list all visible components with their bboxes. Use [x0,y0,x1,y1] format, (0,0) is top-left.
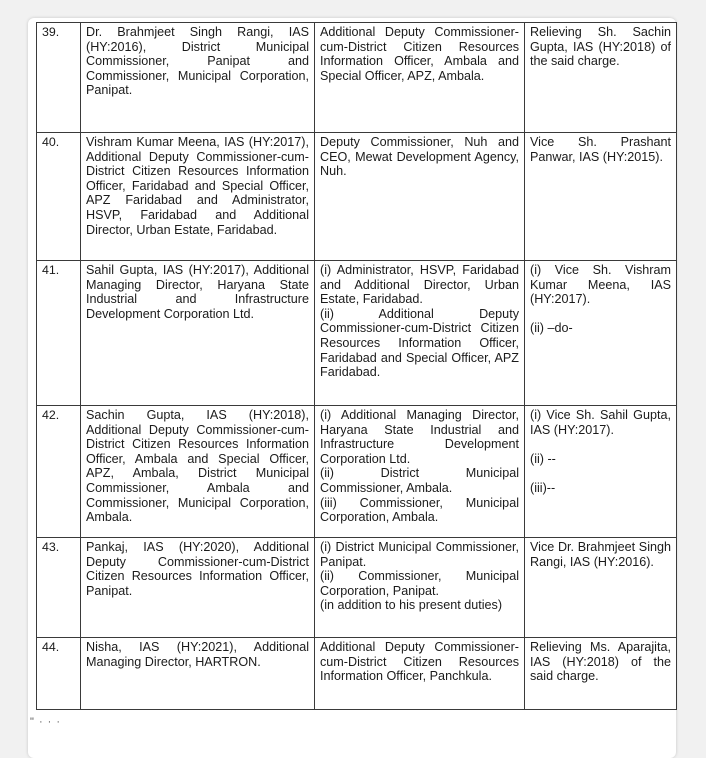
remarks-cell: Vice Dr. Brahmjeet Singh Rangi, IAS (HY:2016). [525,538,677,638]
serial-number: 39. [37,23,81,133]
posted-as-cell: (i) Administrator, HSVP, Faridabad and Additional Director, Urban Estate, Faridabad. (ii) Additional Deputy Commissioner-cum-District Citizen Resources Information Officer, Faridabad and Special Officer, APZ Faridabad. [315,261,525,406]
posted-as-cell: Deputy Commissioner, Nuh and CEO, Mewat Development Agency, Nuh. [315,133,525,261]
officer-cell: Dr. Brahmjeet Singh Rangi, IAS (HY:2016), District Municipal Commissioner, Panipat and Commissioner, Municipal Corporation, Panipat. [81,23,315,133]
posted-as-cell: (i) District Municipal Commissioner, Panipat. (ii) Commissioner, Municipal Corporation, Panipat. (in addition to his present duties) [315,538,525,638]
serial-number: 42. [37,406,81,538]
officer-cell: Nisha, IAS (HY:2021), Additional Managing Director, HARTRON. [81,638,315,710]
remarks-cell: (i) Vice Sh. Vishram Kumar Meena, IAS (HY:2017). (ii) –do- [525,261,677,406]
remarks-cell: Relieving Sh. Sachin Gupta, IAS (HY:2018) of the said charge. [525,23,677,133]
table-row [37,538,677,638]
serial-number: 40. [37,133,81,261]
officer-cell: Sachin Gupta, IAS (HY:2018), Additional Deputy Commissioner-cum-District Citizen Resources Information Officer, Ambala and Special Officer, APZ, Ambala, District Municipal Commissioner, Ambala and Commissioner, Municipal Corporation, Ambala. [81,406,315,538]
table-row [37,406,677,538]
table-row [37,638,677,710]
posted-as-cell: (i) Additional Managing Director, Haryana State Industrial and Infrastructure Development Corporation Ltd. (ii) District Municipal Commissioner, Ambala. (iii) Commissioner, Municipal Corporation, Ambala. [315,406,525,538]
remarks-cell: Vice Sh. Prashant Panwar, IAS (HY:2015). [525,133,677,261]
officer-cell: Vishram Kumar Meena, IAS (HY:2017), Additional Deputy Commissioner-cum-District Citizen Resources Information Officer, Faridabad and Special Officer, APZ Faridabad and Administrator, HSVP, Faridabad and Additional Director, Urban Estate, Faridabad. [81,133,315,261]
serial-number: 43. [37,538,81,638]
serial-number: 41. [37,261,81,406]
remarks-cell: (i) Vice Sh. Sahil Gupta, IAS (HY:2017). (ii) -- (iii)-- [525,406,677,538]
table-row [37,133,677,261]
posting-orders-table [36,22,677,710]
posted-as-cell: Additional Deputy Commissioner-cum-District Citizen Resources Information Officer, Panchkula. [315,638,525,710]
table-row [37,261,677,406]
posted-as-cell: Additional Deputy Commissioner-cum-District Citizen Resources Information Officer, Ambala and Special Officer, APZ, Ambala. [315,23,525,133]
cut-off-text-fragment: " · · · [30,716,62,728]
officer-cell: Pankaj, IAS (HY:2020), Additional Deputy Commissioner-cum-District Citizen Resources Information Officer, Panipat. [81,538,315,638]
serial-number: 44. [37,638,81,710]
officer-cell: Sahil Gupta, IAS (HY:2017), Additional Managing Director, Haryana State Industrial and Infrastructure Development Corporation Ltd. [81,261,315,406]
table-row [37,23,677,133]
remarks-cell: Relieving Ms. Aparajita, IAS (HY:2018) of the said charge. [525,638,677,710]
